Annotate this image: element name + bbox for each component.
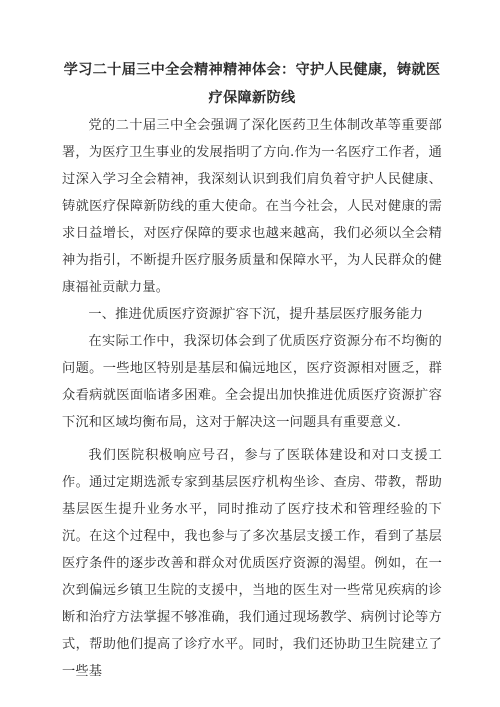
body-paragraph-1: 在实际工作中，我深切体会到了优质医疗资源分布不均衡的问题。一些地区特别是基层和偏远地区，医疗资源相对匮乏，群众看病就医面临诸多困难。全会提出加快推进优质医疗资源扩容下沉和区域均衡布局，这对于解决这一问题具有重要意义. xyxy=(62,334,442,430)
body-paragraph-2: 我们医院积极响应号召，参与了医联体建设和对口支援工作。通过定期选派专家到基层医疗机构坐诊、查房、带教，帮助基层医生提升业务水平，同时推动了医疗技术和管理经验的下沉。在这个过程中，我也参与了多次基层支援工作，看到了基层医疗条件的逐步改善和群众对优质医疗资源的渴望。例如，在一次到偏远乡镇卫生院的支援中，当地的医生对一些常见疾病的诊断和治疗方法掌握不够准确，我们通过现场教学、病例讨论等方式，帮助他们提高了诊疗水平。同时，我们还协助卫生院建立了一些基 xyxy=(62,448,442,679)
document-title: 学习二十届三中全会精神精神体会：守护人民健康，铸就医疗保障新防线 xyxy=(63,62,441,106)
intro-paragraph: 党的二十届三中全会强调了深化医药卫生体制改革等重要部署，为医疗卫生事业的发展指明了方向.作为一名医疗工作者，通过深入学习全会精神，我深刻认识到我们肩负着守护人民健康、铸就医疗保障新防线的重大使命。在当今社会，人民对健康的需求日益增长，对医疗保障的要求也越来越高，我们必须以全会精神为指引，不断提升医疗服务质量和保障水平，为人民群众的健康福祉贡献力量。 xyxy=(62,118,442,295)
section-heading: 一、推进优质医疗资源扩容下沉，提升基层医疗服务能力 xyxy=(88,307,424,322)
